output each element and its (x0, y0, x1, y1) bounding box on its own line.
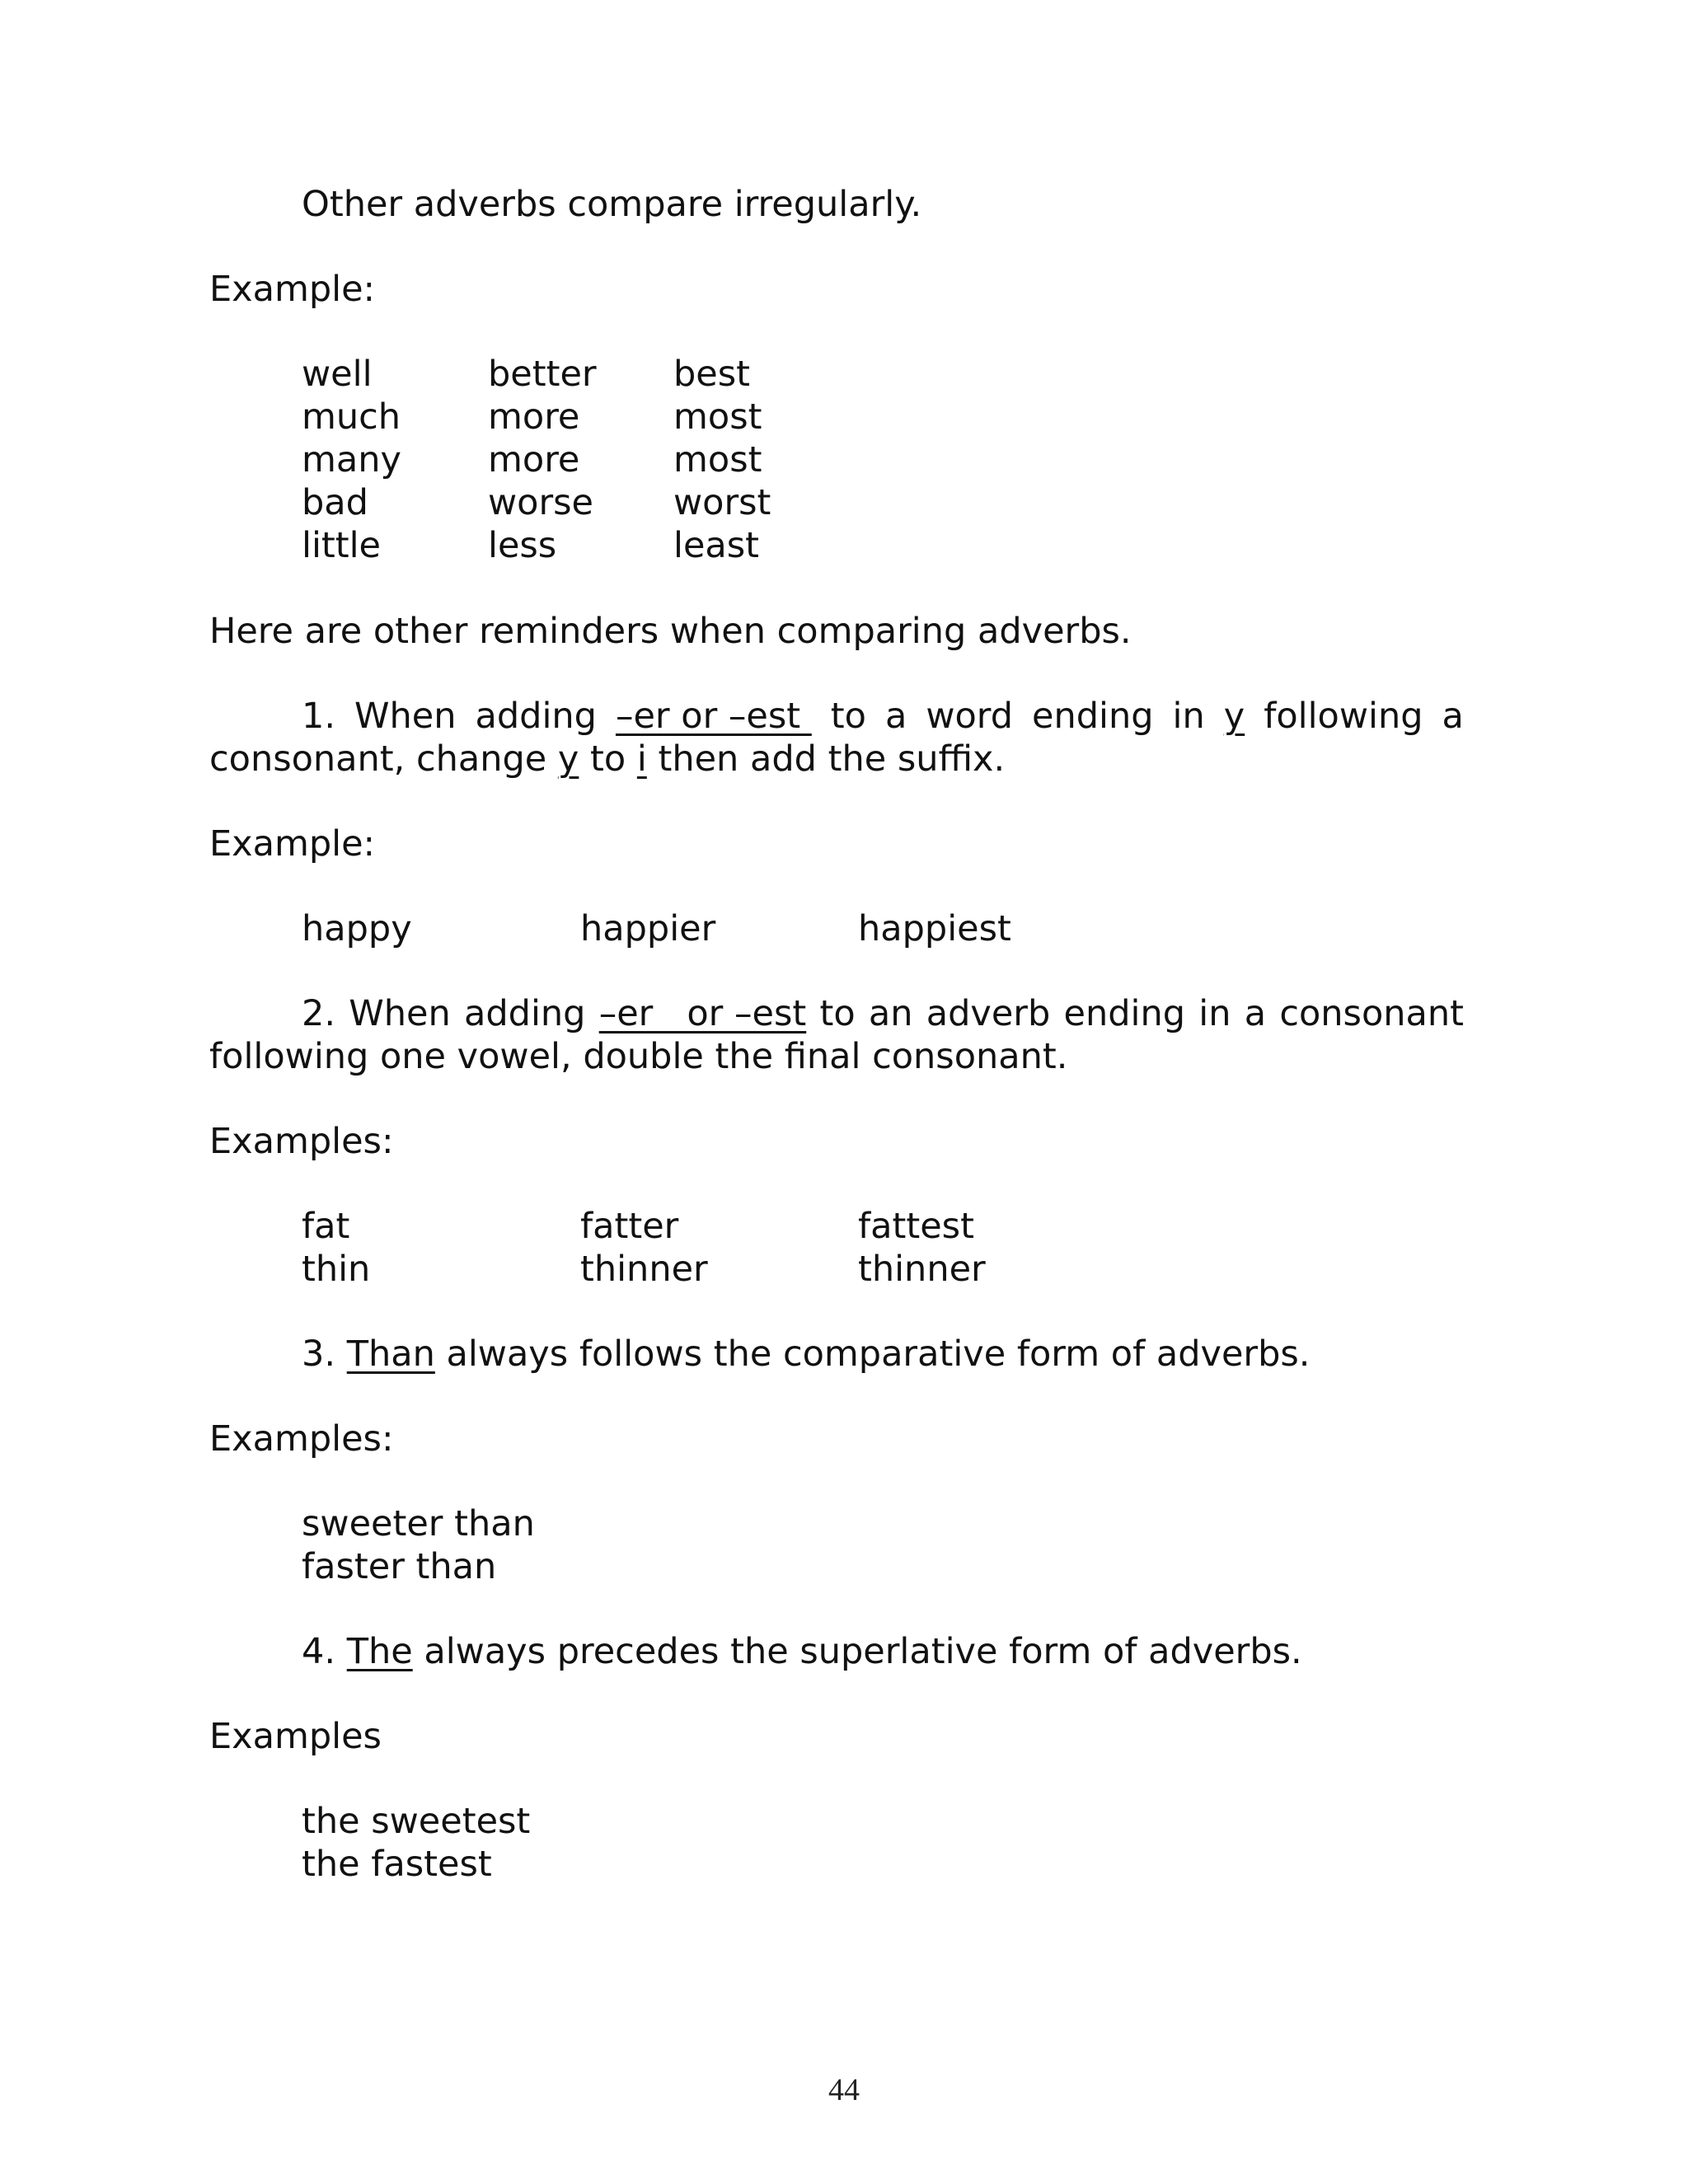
example-word: fatter (580, 1206, 679, 1247)
rule-text: consonant, change (209, 738, 558, 780)
example-label: Example: (209, 823, 376, 865)
rule-word: When (349, 993, 451, 1034)
rule-text: always precedes the superlative form of adverbs. (412, 1631, 1302, 1672)
rule-1-line-1 (302, 695, 1464, 738)
word-underlined: The (346, 1631, 413, 1672)
example-word: fat (302, 1206, 350, 1247)
rule-word: a (1244, 993, 1267, 1034)
example-label: Example: (209, 269, 376, 310)
rule-number: 4. (302, 1631, 347, 1672)
rule-word: adding (475, 696, 597, 737)
example-label: Examples (209, 1716, 382, 1757)
table-cell: many (302, 439, 401, 480)
rule-word: adding (464, 993, 586, 1034)
reminders-intro: Here are other reminders when comparing adverbs. (209, 611, 1132, 652)
example-word: happy (302, 908, 412, 949)
example-word: thinner (858, 1249, 986, 1290)
rule-word: ending (1063, 993, 1186, 1034)
example-word: thin (302, 1249, 371, 1290)
rule-1-line-2 (209, 738, 1005, 780)
rule-word: in (1172, 696, 1205, 737)
rule-word: to (830, 696, 866, 737)
word-underlined: Than (346, 1333, 435, 1375)
example-word: thinner (580, 1249, 708, 1290)
table-cell: least (673, 525, 760, 566)
rule-word: word (926, 696, 1014, 737)
table-cell: little (302, 525, 382, 566)
rule-text: then add the suffix. (646, 738, 1006, 780)
rule-word: in (1198, 993, 1231, 1034)
table-cell: more (488, 396, 580, 438)
example-word: fattest (858, 1206, 974, 1247)
rule-word: consonant (1279, 993, 1464, 1034)
example-word: sweeter than (302, 1503, 535, 1544)
rule-word: following (1264, 696, 1423, 737)
example-word: happier (580, 908, 716, 949)
letter-underlined: y (1223, 696, 1245, 737)
page-number: 44 (828, 2073, 860, 2107)
table-cell: well (302, 354, 373, 395)
rule-word: a (884, 696, 907, 737)
rule-word: When (354, 696, 457, 737)
rule-word: an (868, 993, 913, 1034)
example-word: the sweetest (302, 1801, 531, 1842)
rule-text: always follows the comparative form of adverbs. (434, 1333, 1311, 1375)
table-cell: worse (488, 482, 594, 523)
rule-word: to (819, 993, 856, 1034)
rule-text: to (579, 738, 637, 780)
table-cell: bad (302, 482, 368, 523)
table-cell: less (488, 525, 557, 566)
example-label: Examples: (209, 1418, 394, 1460)
table-cell: most (673, 439, 762, 480)
example-word: faster than (302, 1546, 497, 1587)
suffix-underlined: –er or –est (615, 696, 812, 737)
intro-text: Other adverbs compare irregularly. (302, 184, 922, 225)
rule-number: 2. (302, 993, 336, 1034)
table-cell: worst (673, 482, 771, 523)
rule-word: ending (1032, 696, 1154, 737)
letter-underlined: i (636, 738, 647, 780)
example-word: the fastest (302, 1844, 492, 1885)
rule-word: adverb (926, 993, 1051, 1034)
rule-2-line-2: following one vowel, double the final consonant. (209, 1036, 1068, 1077)
table-cell: more (488, 439, 580, 480)
rule-word: a (1442, 696, 1464, 737)
example-label: Examples: (209, 1121, 394, 1162)
suffix-underlined: –er or –est (598, 993, 807, 1034)
rule-4 (302, 1630, 1302, 1673)
table-cell: best (673, 354, 751, 395)
rule-number: 3. (302, 1333, 347, 1375)
table-cell: better (488, 354, 597, 395)
table-cell: most (673, 396, 762, 438)
rule-3 (302, 1333, 1310, 1376)
rule-2-line-1 (302, 992, 1464, 1035)
table-cell: much (302, 396, 401, 438)
rule-number: 1. (302, 696, 336, 737)
example-word: happiest (858, 908, 1011, 949)
letter-underlined: y (557, 738, 579, 780)
